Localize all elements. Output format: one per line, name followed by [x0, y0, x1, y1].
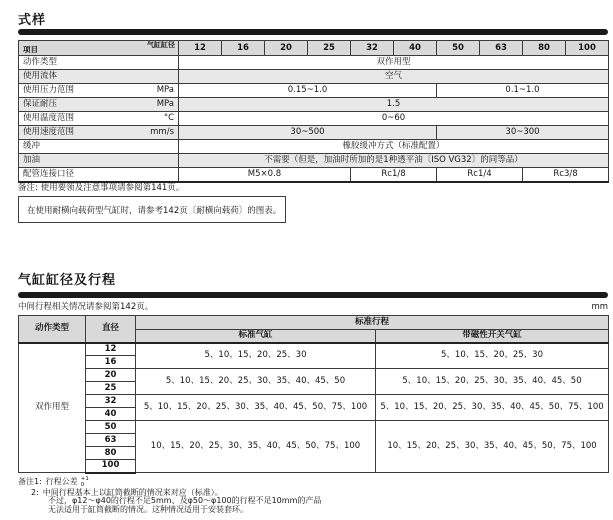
action-type-cell: 双作用型 — [19, 343, 86, 473]
unit-label: °C — [163, 113, 174, 124]
bore-cell: 63 — [86, 434, 136, 447]
spec-cell: M5×0.8 — [179, 168, 351, 182]
spec-header-row — [19, 41, 609, 56]
stroke-table — [18, 315, 609, 474]
item-axis-label: 项目 — [23, 45, 38, 55]
spec-row-cushion — [19, 140, 609, 154]
spec-row-fluid — [19, 70, 609, 84]
row-label: 配管连接口径 — [19, 168, 179, 182]
bore-column-header: 直径 — [86, 316, 136, 343]
stroke-cell-switch: 5、10、15、20、25、30、35、40、45、50、75、100 — [376, 395, 609, 421]
tolerance-upper: +1 — [80, 476, 89, 482]
bore-cell: 80 — [86, 447, 136, 460]
lateral-load-note-box — [18, 196, 286, 223]
stroke-cell-standard: 5、10、15、20、25、30、35、40、45、50、75、100 — [136, 395, 376, 421]
spec-cell: 橡胶缓冲方式（标准配置） — [179, 140, 609, 154]
stroke-header-row-1 — [19, 316, 609, 330]
intermediate-stroke-note: 中间行程相关情况请参阅第142页。 — [18, 302, 154, 312]
tolerance-stack — [81, 477, 89, 489]
stroke-cell-standard: 5、10、15、20、25、30 — [136, 343, 376, 369]
bore-header: 63 — [480, 41, 523, 56]
spec-cell: 双作用型 — [179, 56, 609, 70]
diagonal-header-cell — [19, 41, 179, 56]
action-type-header: 动作类型 — [19, 316, 86, 343]
bore-cell: 100 — [86, 460, 136, 473]
unit-mm-label: mm — [591, 302, 608, 312]
spec-section-title: 式样 — [18, 13, 47, 28]
spec-row-pressure-range — [19, 84, 609, 98]
bore-cell: 16 — [86, 356, 136, 369]
spec-cell: Rc3/8 — [523, 168, 609, 182]
bore-header: 80 — [523, 41, 566, 56]
bore-cell: 40 — [86, 408, 136, 421]
footnote-1-prefix: 备注1: — [18, 477, 42, 487]
bore-header: 20 — [265, 41, 308, 56]
spec-footnote: 备注: 使用要领及注意事项请参阅第141页。 — [18, 183, 185, 193]
stroke-cell-standard: 5、10、15、20、25、30、35、40、45、50 — [136, 369, 376, 395]
spec-row-action-type — [19, 56, 609, 70]
row-label: 保证耐压 MPa — [19, 98, 179, 112]
stroke-row — [19, 421, 609, 434]
footnote-2-cont: 不过，φ12～φ40的行程不足5mm、及φ50～φ100的行程不足10mm的产品 — [48, 496, 322, 506]
lateral-load-note-text: 在使用耐横向载荷型气缸时，请参考142页〔耐横向载荷〕的图表。 — [27, 205, 282, 216]
unit-label: mm/s — [150, 127, 174, 138]
stroke-cell-switch: 5、10、15、20、25、30 — [376, 343, 609, 369]
stroke-footnotes — [18, 477, 321, 514]
stroke-row — [19, 369, 609, 382]
tolerance-lower: 0 — [80, 481, 85, 488]
row-label: 使用速度范围 mm/s — [19, 126, 179, 140]
spec-cell: 0.15~1.0 — [179, 84, 437, 98]
bore-header: 50 — [437, 41, 480, 56]
bore-header: 40 — [394, 41, 437, 56]
unit-label: MPa — [156, 85, 174, 96]
row-label: 使用温度范围 °C — [19, 112, 179, 126]
stroke-section-title: 气缸缸径及行程 — [18, 273, 117, 288]
spec-cell: 不需要（但是，加油时所加的是1种透平油〔ISO VG32〕的同等品） — [179, 154, 609, 168]
stroke-cell-switch: 10、15、20、25、30、35、40、45、50、75、100 — [376, 421, 609, 473]
bore-cell: 50 — [86, 421, 136, 434]
row-label: 使用压力范围 MPa — [19, 84, 179, 98]
footnote-2-prefix: 2: — [31, 487, 39, 497]
spec-cell: Rc1/4 — [437, 168, 523, 182]
standard-stroke-header: 标准行程 — [136, 316, 609, 330]
bore-header: 12 — [179, 41, 222, 56]
spec-cell: 30~500 — [179, 126, 437, 140]
bore-header: 25 — [308, 41, 351, 56]
spec-row-lubrication — [19, 154, 609, 168]
bore-cell: 32 — [86, 395, 136, 408]
stroke-cell-standard: 10、15、20、25、30、35、40、45、50、75、100 — [136, 421, 376, 473]
row-label: 加油 — [19, 154, 179, 168]
spec-cell: 30~300 — [437, 126, 609, 140]
spec-row-speed-range — [19, 126, 609, 140]
bore-cell: 12 — [86, 343, 136, 356]
footnote-1 — [18, 477, 321, 489]
stroke-row — [19, 343, 609, 356]
stroke-row — [19, 395, 609, 408]
bore-header: 32 — [351, 41, 394, 56]
section-divider-bar — [18, 292, 608, 298]
stroke-note-row — [18, 300, 608, 312]
bore-header: 16 — [222, 41, 265, 56]
stroke-cell-switch: 5、10、15、20、25、30、35、40、45、50 — [376, 369, 609, 395]
spec-table — [18, 40, 609, 183]
bore-header: 100 — [566, 41, 609, 56]
switch-cylinder-header: 带磁性开关气缸 — [376, 330, 609, 343]
bore-axis-label: 气缸缸径 — [147, 41, 175, 49]
stroke-tolerance-label: 行程公差 — [45, 477, 78, 487]
unit-label: MPa — [156, 99, 174, 110]
row-label: 动作类型 — [19, 56, 179, 70]
spec-row-proof-pressure — [19, 98, 609, 112]
section-divider-bar — [18, 29, 608, 35]
bore-cell: 20 — [86, 369, 136, 382]
spec-cell: 空气 — [179, 70, 609, 84]
row-label: 使用流体 — [19, 70, 179, 84]
spec-row-temperature-range — [19, 112, 609, 126]
row-label: 缓冲 — [19, 140, 179, 154]
footnote-2-cont: 无法适用于缸筒截断的情况。这种情况适用于安装套环。 — [48, 504, 248, 514]
spec-cell: 0~60 — [179, 112, 609, 126]
footnote-2: 2: 中间行程基本上以缸筒截断的情况来对应（标准）。 — [31, 487, 223, 497]
spec-row-port-size — [19, 168, 609, 182]
spec-cell: 0.1~1.0 — [437, 84, 609, 98]
bore-cell: 25 — [86, 382, 136, 395]
spec-cell: Rc1/8 — [351, 168, 437, 182]
spec-cell: 1.5 — [179, 98, 609, 112]
standard-cylinder-header: 标准气缸 — [136, 330, 376, 343]
